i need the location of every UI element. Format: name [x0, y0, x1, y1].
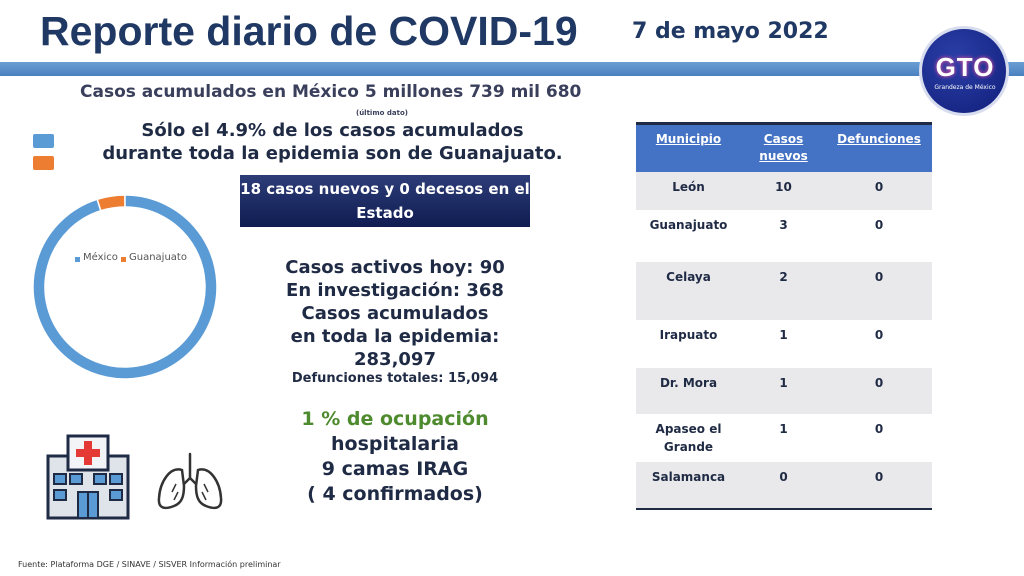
table-row: [636, 462, 932, 508]
cumulative-value: 283,097: [354, 349, 436, 370]
donut-slice-mxico: [33, 195, 217, 379]
active-cases: Casos activos hoy: 90: [285, 257, 505, 278]
cell-municipio: Dr. Mora: [659, 376, 718, 390]
cell-municipio: León: [672, 180, 705, 194]
logo-subtitle: Grandeza de México: [934, 84, 996, 91]
cell-casos: 1: [779, 422, 788, 436]
lungs-icon: [152, 448, 228, 524]
table-row: [636, 262, 932, 320]
last-data-note: (último dato): [356, 109, 408, 117]
table-row: [636, 414, 932, 462]
cell-municipio: Celaya: [666, 270, 711, 284]
logo-text: GTO: [935, 52, 995, 82]
table-row: [636, 320, 932, 368]
new-cases-banner: [240, 175, 530, 227]
cell-municipio: Apaseo el Grande: [655, 422, 722, 454]
state-share-line-2: durante toda la epidemia son de Guanajuato.: [102, 143, 563, 164]
header-municipio: Municipio: [655, 132, 722, 146]
cell-municipio: Irapuato: [659, 328, 718, 342]
cell-defunciones: 0: [874, 180, 884, 194]
cell-defunciones: 0: [874, 218, 884, 232]
table-row: [636, 368, 932, 414]
cell-municipio: Salamanca: [651, 470, 726, 484]
legend-swatch-guanajuato: [33, 156, 54, 170]
cell-casos: 1: [779, 376, 788, 390]
table-row: [636, 172, 932, 210]
state-share-text: [80, 119, 585, 165]
national-cases: Casos acumulados en México 5 millones 739 mil 680: [80, 82, 582, 102]
hospital-occupancy: 1 % de ocupación: [301, 408, 489, 430]
cumulative-label-1: Casos acumulados: [301, 303, 489, 324]
legend-label-mexico: México: [83, 252, 118, 263]
legend-label-guanajuato: Guanajuato: [129, 252, 187, 263]
table-header: [636, 122, 932, 172]
cell-defunciones: 0: [874, 470, 884, 484]
cell-defunciones: 0: [874, 422, 884, 436]
cell-casos: 2: [779, 270, 788, 284]
new-cases-line-2: Estado: [356, 204, 414, 222]
legend-dot-guanajuato: [121, 257, 126, 262]
cell-defunciones: 0: [874, 328, 884, 342]
cell-casos: 10: [775, 180, 792, 194]
report-date: 7 de mayo 2022: [632, 19, 829, 44]
cell-casos: 3: [779, 218, 788, 232]
cell-municipio: Guanajuato: [649, 218, 728, 232]
header-divider-bar: [0, 62, 1024, 76]
state-stats: [270, 256, 520, 371]
hospital-line-2: hospitalaria: [331, 433, 459, 455]
hospital-details: [270, 432, 520, 507]
state-share-line-1: Sólo el 4.9% de los casos acumulados: [141, 120, 524, 141]
table-bottom-rule: [636, 508, 932, 510]
under-investigation: En investigación: 368: [286, 280, 504, 301]
cumulative-label-2: en toda la epidemia:: [290, 326, 500, 347]
header-defunciones: Defunciones: [837, 132, 921, 146]
source-note: Fuente: Plataforma DGE / SINAVE / SISVER Información preliminar: [18, 560, 281, 569]
cell-defunciones: 0: [874, 270, 884, 284]
total-deaths: Defunciones totales: 15,094: [291, 371, 499, 386]
donut-chart: [25, 187, 225, 387]
table-row: [636, 210, 932, 262]
hospital-icon: [40, 428, 136, 524]
legend-dot-mexico: [75, 257, 80, 262]
cell-defunciones: 0: [874, 376, 884, 390]
header-casos-nuevos: Casos nuevos: [759, 132, 808, 163]
page-title: Reporte diario de COVID-19: [40, 8, 578, 54]
cell-casos: 1: [779, 328, 788, 342]
municipality-table: [636, 122, 932, 510]
donut-slice-guanajuato: [97, 195, 125, 211]
confirmed-count: ( 4 confirmados): [307, 483, 483, 505]
irag-beds: 9 camas IRAG: [321, 458, 469, 480]
legend-swatch-mexico: [33, 134, 54, 148]
new-cases-line-1: 18 casos nuevos y 0 decesos en el: [240, 180, 530, 198]
cell-casos: 0: [779, 470, 788, 484]
